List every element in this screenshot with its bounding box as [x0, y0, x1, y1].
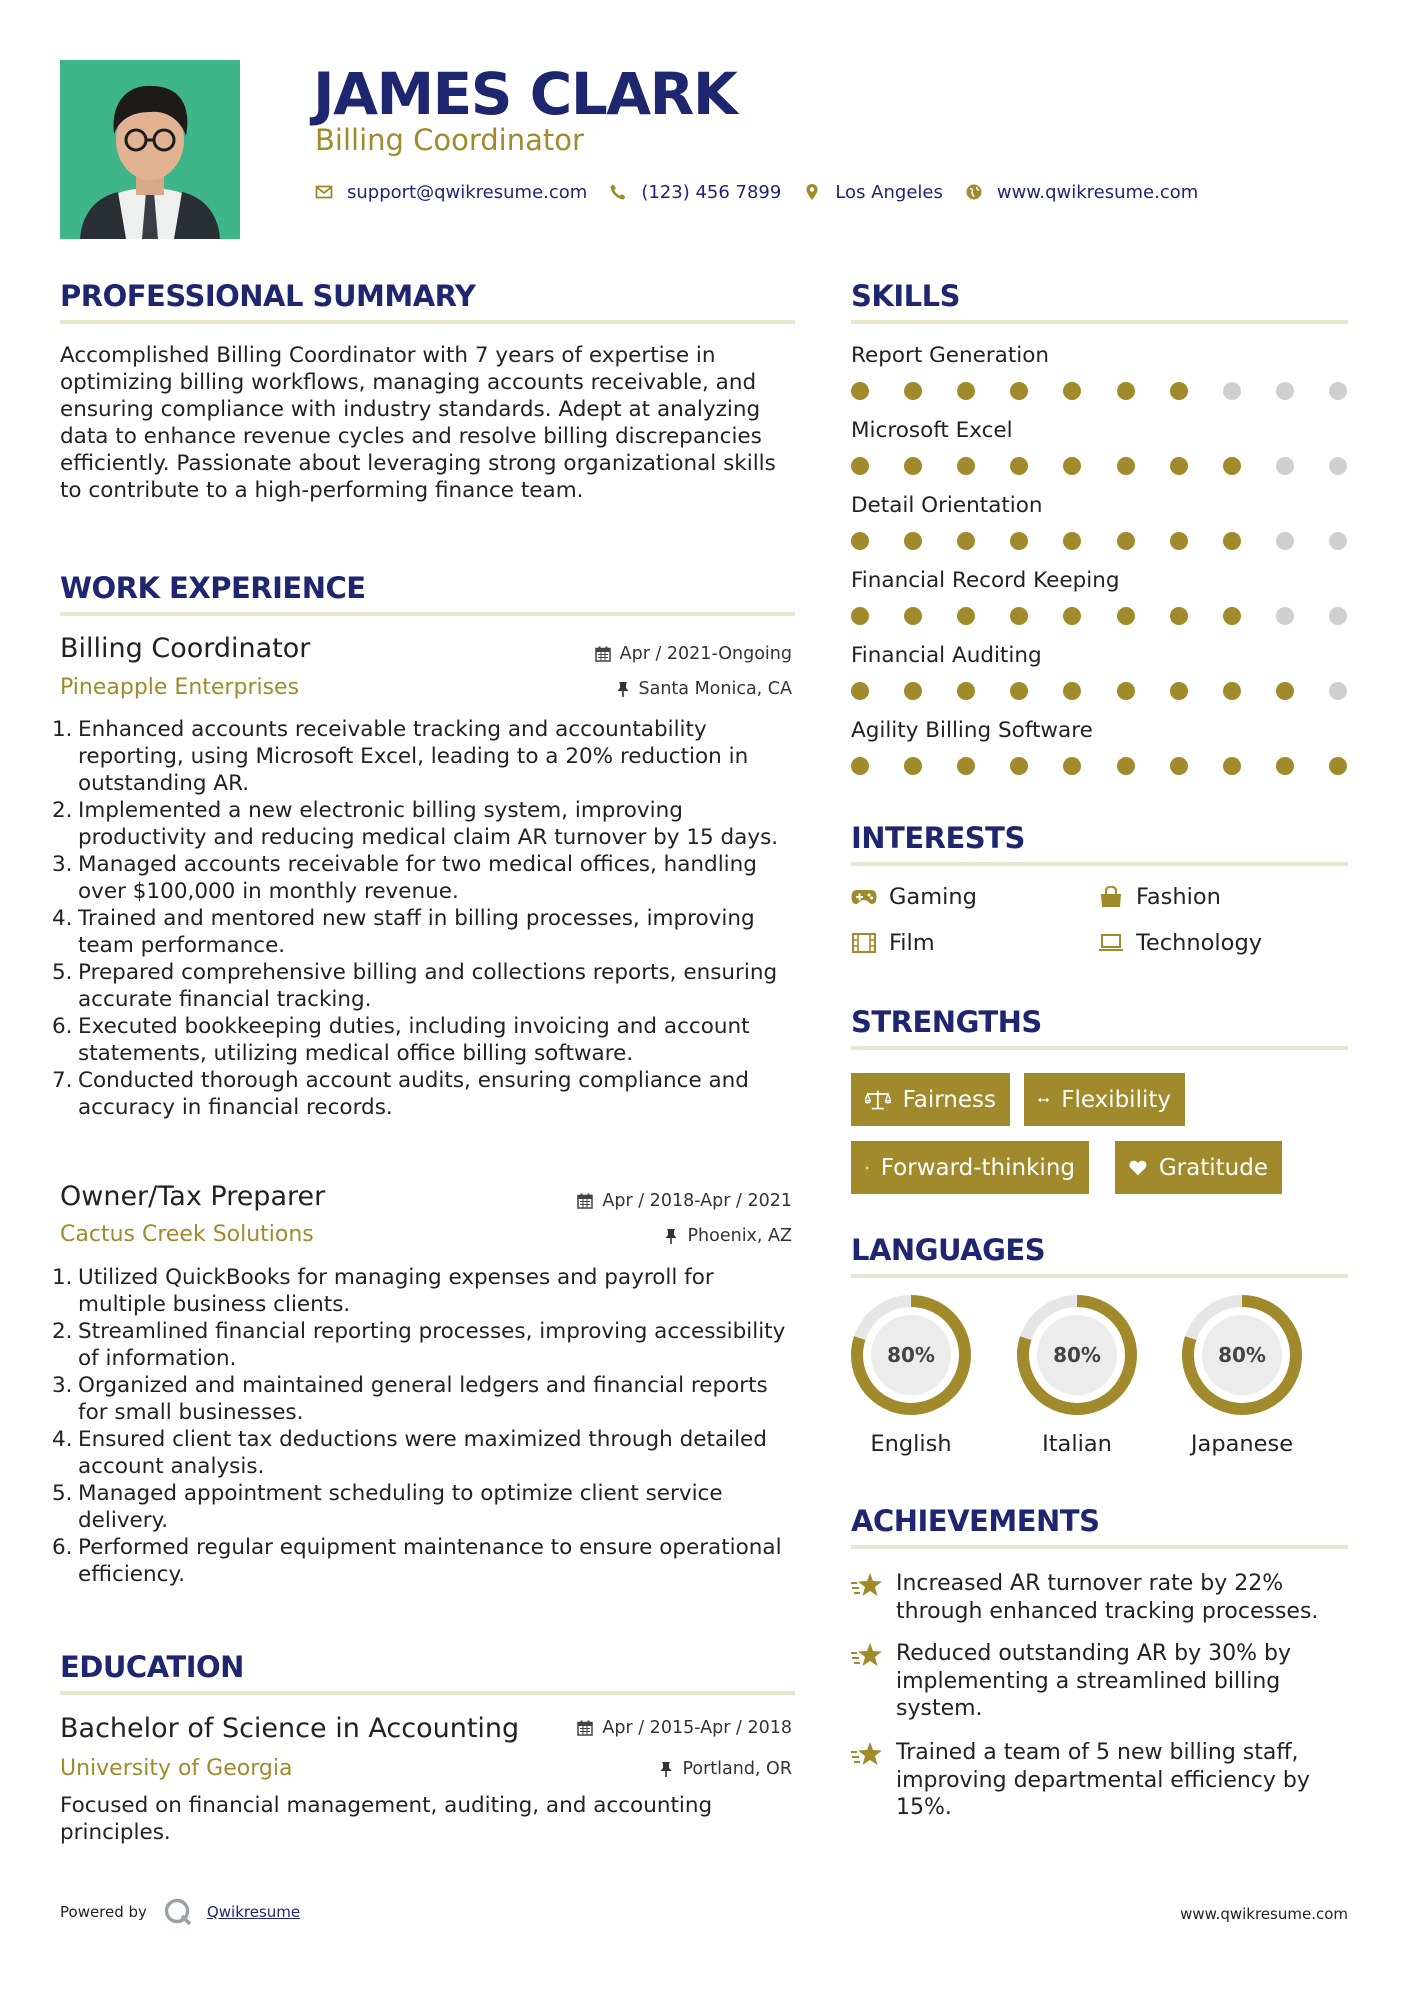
- job-location: [664, 1224, 792, 1248]
- education-location: [659, 1757, 792, 1781]
- job-location-text: Phoenix, AZ: [687, 1226, 792, 1246]
- list-item: 3. Managed accounts receivable for two medical offices, handling over $100,000 in monthly revenue.: [52, 852, 757, 904]
- qwikresume-link[interactable]: Qwikresume: [206, 1903, 301, 1921]
- skill-dot-empty: [1276, 607, 1294, 625]
- summary-divider: [60, 320, 795, 324]
- skill-dot-filled: [1170, 757, 1188, 775]
- list-item: 7. Conducted thorough account audits, ensuring compliance and accuracy in financial records.: [52, 1068, 749, 1120]
- job-dates: [595, 642, 792, 666]
- skill-dot-filled: [1117, 457, 1135, 475]
- interest-film: [851, 928, 935, 958]
- skill-dot-filled: [957, 682, 975, 700]
- job-title: Owner/Tax Preparer: [60, 1181, 326, 1212]
- skill-dot-filled: [1170, 607, 1188, 625]
- skill-dot-filled: [851, 457, 869, 475]
- language-name: Italian: [1042, 1431, 1112, 1457]
- contact-bar: [315, 178, 1220, 206]
- skill-dot-filled: [957, 607, 975, 625]
- job-dates-text: Apr / 2018-Apr / 2021: [602, 1191, 792, 1211]
- list-item: 1. Enhanced accounts receivable tracking and accountability reporting, using Microsoft Excel, leading to a 20% reduction in outstanding AR.: [52, 717, 749, 796]
- strength-badge: [851, 1073, 1010, 1126]
- skill-rating: [851, 607, 1351, 625]
- skill-dot-empty: [1276, 457, 1294, 475]
- strength-badge: [1115, 1141, 1282, 1194]
- skill-dot-filled: [851, 682, 869, 700]
- skill-dot-filled: [851, 607, 869, 625]
- language-name: English: [870, 1431, 952, 1457]
- summary-heading: PROFESSIONAL SUMMARY: [60, 279, 476, 313]
- arrows-horizontal-icon: [1038, 1093, 1049, 1107]
- skill-dot-filled: [1276, 682, 1294, 700]
- powered-by-text: Powered by: [60, 1903, 147, 1921]
- achievement-text: Trained a team of 5 new billing staff, improving departmental efficiency by 15%.: [896, 1740, 1310, 1820]
- contact-phone[interactable]: [609, 182, 781, 203]
- degree-title: Bachelor of Science in Accounting: [60, 1713, 520, 1744]
- list-item: 3. Organized and maintained general ledgers and financial reports for small businesses.: [52, 1373, 768, 1425]
- skill-dot-filled: [1223, 682, 1241, 700]
- languages-heading: LANGUAGES: [851, 1233, 1046, 1267]
- footer-website[interactable]: www.qwikresume.com: [1180, 1905, 1348, 1923]
- heart-icon: [1129, 1158, 1147, 1178]
- phone-icon: [609, 183, 627, 201]
- skill-dot-filled: [1010, 457, 1028, 475]
- job-bullets: [52, 1264, 797, 1588]
- contact-email[interactable]: [315, 182, 587, 203]
- interest-label: Fashion: [1136, 884, 1221, 910]
- list-item: 1. Utilized QuickBooks for managing expenses and payroll for multiple business clients.: [52, 1265, 714, 1317]
- achievement-item: [851, 1739, 1351, 1822]
- skill-dot-filled: [1170, 532, 1188, 550]
- job-location-text: Santa Monica, CA: [638, 679, 792, 699]
- profile-photo: [60, 60, 240, 239]
- list-item: 5. Managed appointment scheduling to optimize client service delivery.: [52, 1481, 723, 1533]
- skills-heading: SKILLS: [851, 279, 960, 313]
- skill-dot-filled: [1170, 382, 1188, 400]
- skill-name: Agility Billing Software: [851, 718, 1093, 743]
- pushpin-icon: [664, 1228, 678, 1244]
- globe-icon: [965, 183, 983, 201]
- skill-dot-empty: [1276, 382, 1294, 400]
- strength-badge: [1024, 1073, 1185, 1126]
- skill-dot-filled: [1010, 607, 1028, 625]
- skill-name: Report Generation: [851, 343, 1050, 368]
- calendar-icon: [577, 1193, 593, 1209]
- map-pin-icon: [803, 183, 821, 201]
- strength-label: Flexibility: [1061, 1086, 1171, 1113]
- skill-dot-filled: [1063, 682, 1081, 700]
- list-item: 6. Executed bookkeeping duties, including invoicing and account statements, utilizing medical office billing software.: [52, 1014, 750, 1066]
- skill-dot-filled: [1223, 607, 1241, 625]
- list-item: 4. Ensured client tax deductions were maximized through detailed account analysis.: [52, 1427, 767, 1479]
- interest-label: Gaming: [889, 884, 977, 910]
- envelope-icon: [315, 183, 333, 201]
- gamepad-icon: [851, 889, 877, 905]
- list-item: 5. Prepared comprehensive billing and collections reports, ensuring accurate financial tracking.: [52, 960, 778, 1012]
- skill-dot-filled: [1063, 382, 1081, 400]
- work-divider: [60, 612, 795, 616]
- skill-dot-filled: [1063, 607, 1081, 625]
- skill-dot-filled: [1010, 532, 1028, 550]
- job-location: [616, 677, 793, 701]
- contact-email-text: support@qwikresume.com: [347, 181, 588, 203]
- skill-dot-filled: [904, 382, 922, 400]
- calendar-icon: [577, 1720, 593, 1736]
- skill-dot-empty: [1329, 682, 1347, 700]
- language-ring: [849, 1293, 973, 1417]
- contact-website-text: www.qwikresume.com: [996, 181, 1199, 203]
- achievements-heading: ACHIEVEMENTS: [851, 1504, 1100, 1538]
- summary-text: Accomplished Billing Coordinator with 7 years of expertise in optimizing billing workflows, managing accounts receivable, and ensuring compliance with industry standards. Adept at analyzing data to enhance revenue cycles and resolve billing discrepancies efficiently. Passionate about leveraging strong organizational skills to contribute to a high-performing finance team.: [60, 343, 776, 503]
- list-item: 2. Implemented a new electronic billing system, improving productivity and reducing medical claim AR turnover by 15 days.: [52, 798, 779, 850]
- work-heading: WORK EXPERIENCE: [60, 571, 366, 605]
- skill-dot-filled: [1329, 757, 1347, 775]
- skill-dot-filled: [1117, 532, 1135, 550]
- skill-dot-filled: [1117, 757, 1135, 775]
- interests-heading: INTERESTS: [851, 821, 1025, 855]
- footer-powered-by: [60, 1897, 300, 1927]
- education-location-text: Portland, OR: [682, 1759, 792, 1779]
- job-title: Billing Coordinator: [60, 633, 311, 664]
- strengths-divider: [851, 1046, 1348, 1050]
- job-company: Pineapple Enterprises: [60, 675, 300, 700]
- achievement-item: [851, 1570, 1351, 1625]
- skill-dot-filled: [1223, 532, 1241, 550]
- language-ring: [1015, 1293, 1139, 1417]
- interests-divider: [851, 862, 1348, 866]
- skill-dot-empty: [1329, 607, 1347, 625]
- skill-dot-filled: [904, 457, 922, 475]
- skill-dot-filled: [957, 457, 975, 475]
- strength-label: Forward-thinking: [880, 1154, 1075, 1181]
- balance-scale-icon: [865, 1088, 891, 1112]
- arrow-right-icon: [865, 1159, 869, 1177]
- interest-gaming: [851, 882, 977, 912]
- skill-dot-empty: [1223, 382, 1241, 400]
- strength-label: Gratitude: [1158, 1154, 1268, 1181]
- calendar-icon: [595, 646, 611, 662]
- skills-divider: [851, 320, 1348, 324]
- pushpin-icon: [616, 681, 630, 697]
- interest-fashion: [1098, 882, 1221, 912]
- skill-dot-filled: [957, 532, 975, 550]
- skill-rating: [851, 457, 1351, 475]
- contact-phone-text: (123) 456 7899: [641, 181, 782, 203]
- achievement-text: Increased AR turnover rate by 22% through enhanced tracking processes.: [896, 1571, 1319, 1624]
- language-percent: 80%: [887, 1343, 935, 1367]
- skill-dot-filled: [1276, 757, 1294, 775]
- achievement-item: [851, 1640, 1351, 1723]
- skill-dot-filled: [851, 757, 869, 775]
- skill-dot-filled: [1010, 682, 1028, 700]
- skill-dot-filled: [851, 382, 869, 400]
- skill-dot-filled: [1170, 682, 1188, 700]
- school-name: University of Georgia: [60, 1756, 293, 1781]
- education-divider: [60, 1691, 795, 1695]
- job-dates: [577, 1189, 792, 1213]
- language-ring: [1180, 1293, 1304, 1417]
- strength-label: Fairness: [902, 1086, 996, 1113]
- contact-location-text: Los Angeles: [835, 181, 943, 203]
- skill-dot-filled: [1223, 757, 1241, 775]
- candidate-name: JAMES CLARK: [313, 60, 737, 128]
- skill-rating: [851, 682, 1351, 700]
- language-percent: 80%: [1218, 1343, 1266, 1367]
- skill-dot-filled: [904, 682, 922, 700]
- skill-name: Detail Orientation: [851, 493, 1043, 518]
- skill-rating: [851, 532, 1351, 550]
- skill-dot-filled: [1223, 457, 1241, 475]
- languages-divider: [851, 1274, 1348, 1278]
- skill-dot-filled: [1063, 532, 1081, 550]
- list-item: 6. Performed regular equipment maintenance to ensure operational efficiency.: [52, 1535, 782, 1587]
- skill-dot-empty: [1329, 382, 1347, 400]
- language-name: Japanese: [1190, 1431, 1294, 1457]
- skill-dot-filled: [957, 757, 975, 775]
- contact-location: [803, 182, 943, 203]
- education-heading: EDUCATION: [60, 1650, 244, 1684]
- skill-name: Financial Record Keeping: [851, 568, 1120, 593]
- language-percent: 80%: [1053, 1343, 1101, 1367]
- shooting-star-icon: [851, 1741, 883, 1767]
- pushpin-icon: [659, 1761, 673, 1777]
- skill-dot-filled: [1010, 757, 1028, 775]
- film-icon: [852, 933, 876, 953]
- job-company: Cactus Creek Solutions: [60, 1222, 314, 1247]
- skill-dot-empty: [1329, 532, 1347, 550]
- skill-dot-filled: [1010, 382, 1028, 400]
- skill-dot-filled: [1117, 682, 1135, 700]
- skill-dot-filled: [957, 382, 975, 400]
- skill-dot-filled: [904, 757, 922, 775]
- strength-badge: [851, 1141, 1089, 1194]
- skill-name: Financial Auditing: [851, 643, 1042, 668]
- skill-dot-filled: [904, 607, 922, 625]
- person-portrait-icon: [60, 60, 240, 239]
- skill-dot-filled: [1063, 457, 1081, 475]
- skill-rating: [851, 382, 1351, 400]
- education-dates-text: Apr / 2015-Apr / 2018: [602, 1718, 792, 1738]
- shooting-star-icon: [851, 1572, 883, 1598]
- interest-label: Film: [889, 930, 935, 956]
- list-item: 2. Streamlined financial reporting processes, improving accessibility of information.: [52, 1319, 786, 1371]
- job-bullets: [52, 716, 797, 1121]
- shooting-star-icon: [851, 1642, 883, 1668]
- education-description: Focused on financial management, auditing, and accounting principles.: [60, 1793, 713, 1845]
- strengths-heading: STRENGTHS: [851, 1005, 1042, 1039]
- skill-dot-filled: [1170, 457, 1188, 475]
- skill-dot-filled: [904, 532, 922, 550]
- candidate-title: Billing Coordinator: [315, 123, 584, 157]
- skill-name: Microsoft Excel: [851, 418, 1013, 443]
- achievement-text: Reduced outstanding AR by 30% by implementing a streamlined billing system.: [896, 1641, 1292, 1721]
- qwikresume-logo-icon: [163, 1897, 193, 1927]
- skill-dot-filled: [1117, 382, 1135, 400]
- contact-website[interactable]: [965, 182, 1198, 203]
- job-dates-text: Apr / 2021-Ongoing: [619, 644, 792, 664]
- skill-rating: [851, 757, 1351, 775]
- laptop-icon: [1098, 934, 1124, 952]
- skill-dot-empty: [1276, 532, 1294, 550]
- skill-dot-filled: [1063, 757, 1081, 775]
- skill-dot-empty: [1329, 457, 1347, 475]
- skill-dot-filled: [1117, 607, 1135, 625]
- skill-dot-filled: [851, 532, 869, 550]
- bag-icon: [1099, 886, 1123, 908]
- achievements-divider: [851, 1545, 1348, 1549]
- list-item: 4. Trained and mentored new staff in billing processes, improving team performance.: [52, 906, 755, 958]
- education-dates: [577, 1716, 792, 1740]
- interest-technology: [1098, 928, 1262, 958]
- interest-label: Technology: [1136, 930, 1263, 956]
